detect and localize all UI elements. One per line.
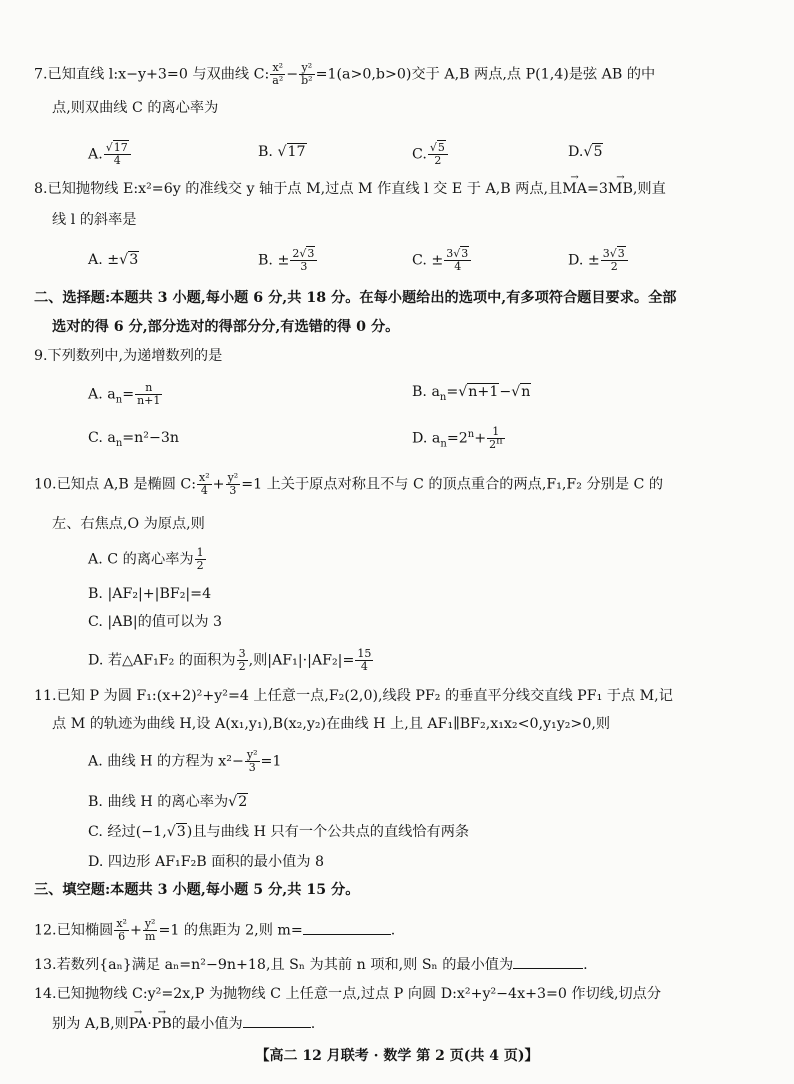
q7-option-d[interactable]: D.√5 bbox=[568, 144, 603, 160]
q9-option-d[interactable]: D. $a_n=2^n+$ $\frac{1}{2^n}$ bbox=[412, 425, 503, 451]
q8-stem-line2: 线 l 的斜率是 bbox=[52, 212, 137, 228]
q8-stem-line1: 8.已知抛物线 E:x²=6y 的准线交 y 轴于点 M,过点 M 作直线 l 交 E 于 A,B 两点,且→ MA=3→ MB,则直 bbox=[34, 179, 666, 199]
q11-stem-line2: 点 M 的轨迹为曲线 H,设 A(x₁,y₁),B(x₂,y₂)在曲线 H 上,且 AF₁∥BF₂,x₁x₂<0,y₁y₂>0,则 bbox=[52, 716, 611, 732]
q14-stem-line1: 14.已知抛物线 C:y²=2x,P 为抛物线 C 上任意一点,过点 P 向圆 D:x²+y²−4x+3=0 作切线,切点分 bbox=[34, 986, 662, 1002]
q11-stem-line1: 11.已知 P 为圆 F₁:(x+2)²+y²=4 上任意一点,F₂(2,0),线段 PF₂ 的垂直平分线交直线 PF₁ 于点 M,记 bbox=[34, 688, 673, 704]
q10-stem-line1: 10.已知点 A,B 是椭圆 C: $\frac{\text{x²}}{4}$ + $\frac{\text{y²}}{3}$ =1 上关于原点对称且不与 C 的顶点重合的两点,F₁,F₂ 分别是 C 的 bbox=[34, 471, 664, 497]
q10-option-c[interactable]: C. |AB|的值可以为 3 bbox=[88, 614, 223, 630]
vector-mb: → MB bbox=[608, 179, 633, 199]
section2-heading-line2: 选对的得 6 分,部分选对的得部分分,有选错的得 0 分。 bbox=[52, 319, 400, 335]
q13-answer-blank[interactable] bbox=[513, 956, 583, 969]
q13-stem: 13.若数列{aₙ}满足 aₙ=n²−9n+18,且 Sₙ 为其前 n 项和,则 Sₙ 的最小值为 . bbox=[34, 957, 588, 973]
q7-option-c[interactable]: C. $\frac{√5}{2}$ bbox=[412, 142, 449, 167]
q12-stem: 12.已知椭圆 $\frac{\text{x²}}{6}$ + $\frac{\text{y²}}{m}$ =1 的焦距为 2,则 m= . bbox=[34, 917, 396, 943]
q9-stem: 9.下列数列中,为递增数列的是 bbox=[34, 348, 223, 364]
q14-stem-line2: 别为 A,B,则→ PA·→ PB的最小值为 . bbox=[52, 1014, 315, 1034]
q7-option-b[interactable]: B. √17 bbox=[258, 144, 306, 160]
q7-frac-x2-a2: $\frac{\text{x²}}{\text{a²}}$ bbox=[272, 61, 284, 87]
q9-option-a[interactable]: A. $a_n=$ $\frac{n}{n+1}$ bbox=[88, 381, 161, 407]
q11-option-b[interactable]: B. 曲线 H 的离心率为√2 bbox=[88, 794, 248, 810]
q11-option-a[interactable]: A. 曲线 H 的方程为 x²− $\frac{\text{y²}}{3}$ =1 bbox=[88, 748, 282, 774]
q9-option-c[interactable]: C. $a_n=n^2-3n$ bbox=[88, 430, 180, 449]
q14-answer-blank[interactable] bbox=[243, 1015, 311, 1028]
vector-pb: → PB bbox=[152, 1014, 172, 1034]
q12-answer-blank[interactable] bbox=[303, 922, 391, 935]
vector-ma: → MA bbox=[562, 179, 587, 199]
section3-heading: 三、填空题:本题共 3 小题,每小题 5 分,共 15 分。 bbox=[34, 882, 360, 898]
q8-option-c[interactable]: C. ± $\frac{3√3}{4}$ bbox=[412, 248, 472, 273]
q8-option-b[interactable]: B. ± $\frac{2√3}{3}$ bbox=[258, 248, 318, 273]
q7-frac-y2-b2: $\frac{\text{y²}}{\text{b²}}$ bbox=[301, 61, 313, 87]
q10-option-a[interactable]: A. C 的离心率为 $\frac{1}{2}$ bbox=[88, 546, 204, 572]
q7-stem-line1: 7.已知直线 l:x−y+3=0 与双曲线 C: $\frac{\text{x²}}{\text{a²}}$ − $\frac{\text{y²}}{\text{b²}}$ =1(a>0,b>0)交于 A,B 两点,点 P(1,4)是弦 AB 的中 bbox=[34, 61, 656, 87]
q11-option-c[interactable]: C. 经过(−1,√3)且与曲线 H 只有一个公共点的直线恰有两条 bbox=[88, 824, 470, 840]
page-footer: 【高二 12 月联考 · 数学 第 2 页(共 4 页)】 bbox=[255, 1048, 539, 1064]
q8-option-a[interactable]: A. ±√3 bbox=[88, 252, 139, 268]
q11-option-d[interactable]: D. 四边形 AF₁F₂B 面积的最小值为 8 bbox=[88, 854, 325, 870]
q10-option-b[interactable]: B. |AF₂|+|BF₂|=4 bbox=[88, 586, 212, 602]
q7-stem-line2: 点,则双曲线 C 的离心率为 bbox=[52, 100, 219, 116]
q10-stem-line2: 左、右焦点,O 为原点,则 bbox=[52, 516, 205, 532]
vector-pa: → PA bbox=[129, 1014, 148, 1034]
q9-option-b[interactable]: B. $a_n=√n+1-√n$ bbox=[412, 384, 531, 403]
q7-option-a[interactable]: A. $\frac{√17}{4}$ bbox=[88, 142, 132, 167]
q10-option-d[interactable]: D. 若△AF₁F₂ 的面积为 $\frac{3}{2}$ ,则|AF₁|·|AF₂|= $\frac{15}{4}$ bbox=[88, 647, 372, 673]
section2-heading-line1: 二、选择题:本题共 3 小题,每小题 6 分,共 18 分。在每小题给出的选项中,有多项符合题目要求。全部 bbox=[34, 290, 677, 306]
q8-option-d[interactable]: D. ± $\frac{3√3}{2}$ bbox=[568, 248, 629, 273]
